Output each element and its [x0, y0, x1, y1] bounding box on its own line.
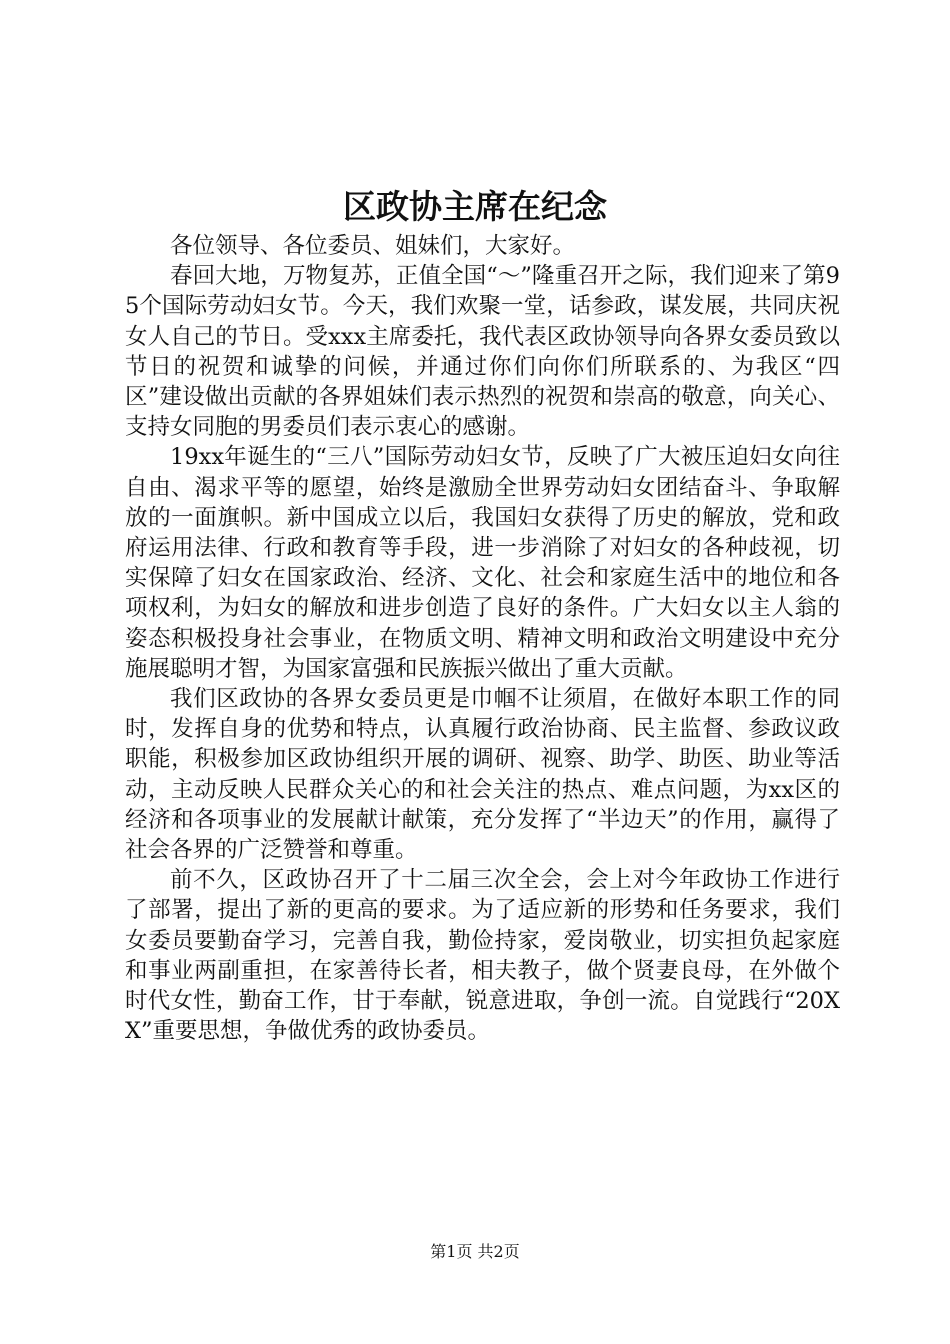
- document-title: 区政协主席在纪念: [343, 187, 607, 226]
- paragraph-greeting: 各位领导、各位委员、姐妹们，大家好。: [170, 233, 576, 259]
- page-footer: 第1页 共2页: [430, 1242, 520, 1261]
- paragraph-2: 19xx年诞生的“三八”国际劳动妇女节，反映了广大被压迫妇女向往自由、渴求平等的愿望，始终是激励全世界劳动妇女团结奋斗、争取解放的一面旗帜。新中国成立以后，我国妇女获得了历史的解放，党和政府运用法律、行政和教育等手段，进一步消除了对妇女的各种歧视，切实保障了妇女在国家政治、经济、文化、社会和家庭生活中的地位和各项权利，为妇女的解放和进步创造了良好的条件。广大妇女以主人翁的姿态积极投身社会事业，在物质文明、精神文明和政治文明建设中充分施展聪明才智，为国家富强和民族振兴做出了重大贡献。: [125, 444, 840, 682]
- document-body: [125, 231, 840, 1046]
- paragraph-1: 春回大地，万物复苏，正值全国“～”隆重召开之际，我们迎来了第95个国际劳动妇女节。今天，我们欢聚一堂，话参政，谋发展，共同庆祝女人自己的节日。受xxx主席委托，我代表区政协领导向各界女委员致以节日的祝贺和诚挚的问候，并通过你们向你们所联系的、为我区“四区”建设做出贡献的各界姐妹们表示热烈的祝贺和崇高的敬意，向关心、支持女同胞的男委员们表示衷心的感谢。: [125, 263, 840, 441]
- paragraph-3: 我们区政协的各界女委员更是巾帼不让须眉，在做好本职工作的同时，发挥自身的优势和特点，认真履行政治协商、民主监督、参政议政职能，积极参加区政协组织开展的调研、视察、助学、助医、助业等活动，主动反映人民群众关心的和社会关注的热点、难点问题，为xx区的经济和各项事业的发展献计献策，充分发挥了“半边天”的作用，赢得了社会各界的广泛赞誉和尊重。: [125, 686, 840, 864]
- paragraph-4: 前不久，区政协召开了十二届三次全会，会上对今年政协工作进行了部署，提出了新的更高的要求。为了适应新的形势和任务要求，我们女委员要勤奋学习，完善自我，勤俭持家，爱岗敬业，切实担负起家庭和事业两副重担，在家善待长者，相夫教子，做个贤妻良母，在外做个时代女性，勤奋工作，甘于奉献，锐意进取，争创一流。自觉践行“20XX”重要思想，争做优秀的政协委员。: [125, 867, 840, 1045]
